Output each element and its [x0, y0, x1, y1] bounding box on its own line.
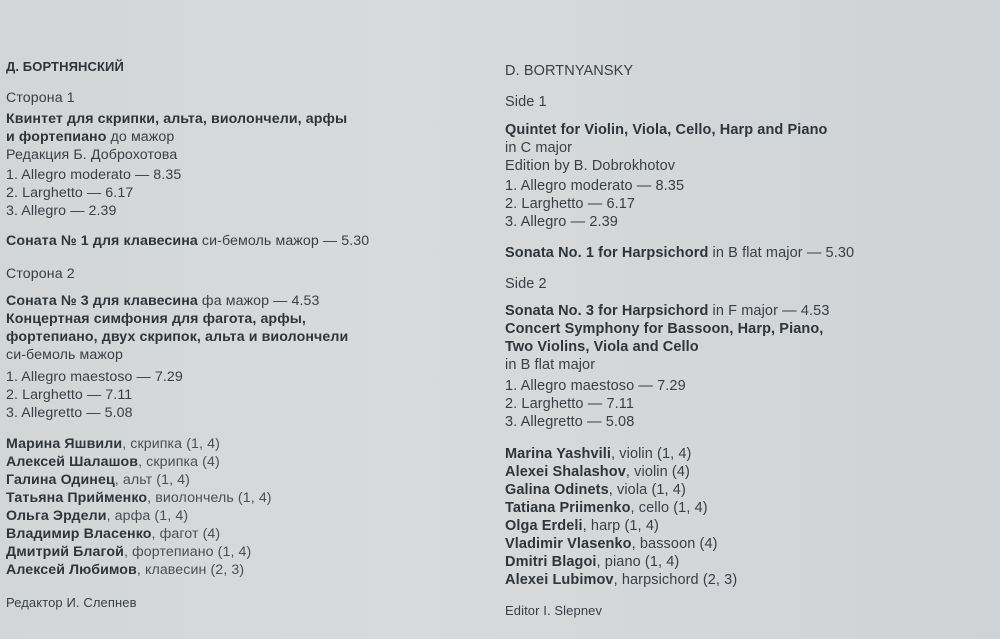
quintet-movement-2-ru: 2. Larghetto — 6.17 — [6, 185, 134, 201]
performer-role-ru: , клавесин (2, 3) — [136, 562, 245, 578]
performer-en — [505, 553, 679, 571]
sonata3-title-ru: Соната № 3 для клавесина — [6, 293, 198, 309]
performer-en — [505, 481, 686, 499]
performer-role-en: , violin (4) — [625, 464, 690, 480]
editor-credit-ru: Редактор И. Слепнев — [6, 595, 137, 610]
performer-role-en: , harp (1, 4) — [582, 518, 659, 534]
performer-en — [505, 463, 690, 481]
quintet-title-en: Quintet for Violin, Viola, Cello, Harp and Piano — [505, 122, 828, 138]
performer-name-en: Tatiana Priimenko — [505, 500, 631, 516]
performer-role-ru: , скрипка (1, 4) — [122, 436, 220, 452]
quintet-movement-2-en: 2. Larghetto — 6.17 — [505, 196, 636, 212]
performer-name-en: Galina Odinets — [505, 482, 609, 498]
performer-ru — [6, 435, 220, 453]
performer-role-ru: , скрипка (4) — [138, 454, 220, 470]
performer-role-ru: , альт (1, 4) — [114, 472, 190, 488]
performer-ru — [6, 525, 220, 543]
performer-role-ru: , арфа (1, 4) — [106, 508, 189, 524]
concert-title-line2-ru: фортепиано, двух скрипок, альта и виолончели — [6, 329, 349, 345]
quintet-title-line2-ru — [6, 128, 174, 146]
performer-en — [505, 445, 692, 463]
performer-name-ru: Дмитрий Благой — [6, 544, 124, 560]
concert-movement-2-ru: 2. Larghetto — 7.11 — [6, 387, 133, 403]
composer-heading-en: D. BORTNYANSKY — [505, 63, 634, 79]
concert-movement-3-en: 3. Allegretto — 5.08 — [505, 414, 635, 430]
performer-en — [505, 499, 708, 517]
performer-en — [505, 517, 659, 535]
performer-name-ru: Марина Яшвили — [6, 436, 123, 452]
performer-ru — [6, 489, 272, 507]
concert-movement-2-en: 2. Larghetto — 7.11 — [505, 396, 634, 412]
editor-credit-en: Editor I. Slepnev — [505, 603, 603, 618]
quintet-key-ru: до мажор — [106, 129, 175, 145]
sonata1-en — [505, 244, 854, 262]
performer-name-en: Alexei Lubimov — [505, 572, 614, 588]
performer-name-ru: Татьяна Прийменко — [6, 490, 148, 506]
sonata1-title-ru: Соната № 1 для клавесина — [6, 233, 198, 249]
composer-heading-ru: Д. БОРТНЯНСКИЙ — [6, 59, 124, 74]
side1-label-ru: Сторона 1 — [6, 90, 75, 106]
sonata1-ru — [6, 232, 369, 250]
side2-label-en: Side 2 — [505, 276, 547, 292]
concert-title-line2-en: Two Violins, Viola and Cello — [505, 339, 699, 355]
sonata3-ru — [6, 292, 320, 310]
sonata1-detail-en: in B flat major — 5.30 — [708, 245, 855, 261]
quintet-title-bold-ru: и фортепиано — [6, 129, 107, 145]
performer-ru — [6, 507, 188, 525]
sonata3-detail-ru: фа мажор — 4.53 — [197, 293, 320, 309]
performer-name-ru: Владимир Власенко — [6, 526, 152, 542]
concert-key-en: in B flat major — [505, 357, 596, 373]
performer-role-en: , cello (1, 4) — [630, 500, 708, 516]
performer-role-en: , viola (1, 4) — [608, 482, 686, 498]
sonata3-en — [505, 302, 830, 320]
performer-role-en: , harpsichord (2, 3) — [613, 572, 738, 588]
concert-title-line1-ru: Концертная симфония для фагота, арфы, — [6, 311, 306, 327]
concert-key-ru: си-бемоль мажор — [6, 347, 123, 363]
concert-title-line1-en: Concert Symphony for Bassoon, Harp, Piano, — [505, 321, 824, 337]
performer-name-ru: Галина Одинец — [6, 472, 115, 488]
side1-label-en: Side 1 — [505, 94, 547, 110]
concert-movement-3-ru: 3. Allegretto — 5.08 — [6, 405, 133, 421]
quintet-key-en: in C major — [505, 140, 573, 156]
edition-ru: Редакция Б. Доброхотова — [6, 147, 178, 163]
sonata1-detail-ru: си-бемоль мажор — 5.30 — [197, 233, 370, 249]
performer-ru — [6, 561, 244, 579]
performer-ru — [6, 471, 190, 489]
performer-role-ru: , фагот (4) — [151, 526, 221, 542]
concert-movement-1-ru: 1. Allegro maestoso — 7.29 — [6, 369, 183, 385]
performer-en — [505, 535, 718, 553]
performer-name-ru: Алексей Любимов — [6, 562, 137, 578]
performer-name-en: Vladimir Vlasenko — [505, 536, 632, 552]
performer-name-en: Alexei Shalashov — [505, 464, 626, 480]
performer-name-ru: Ольга Эрдели — [6, 508, 107, 524]
edition-en: Edition by B. Dobrokhotov — [505, 158, 676, 174]
performer-name-ru: Алексей Шалашов — [6, 454, 139, 470]
performer-role-en: , violin (1, 4) — [611, 446, 692, 462]
performer-name-en: Olga Erdeli — [505, 518, 583, 534]
performer-ru — [6, 543, 251, 561]
performer-name-en: Marina Yashvili — [505, 446, 612, 462]
quintet-movement-3-en: 3. Allegro — 2.39 — [505, 214, 618, 230]
quintet-title-line1-ru: Квинтет для скрипки, альта, виолончели, арфы — [6, 111, 348, 127]
quintet-movement-1-en: 1. Allegro moderato — 8.35 — [505, 178, 685, 194]
performer-name-en: Dmitri Blagoi — [505, 554, 597, 570]
performer-role-ru: , фортепиано (1, 4) — [123, 544, 252, 560]
performer-ru — [6, 453, 220, 471]
performer-role-en: , bassoon (4) — [631, 536, 718, 552]
quintet-movement-3-ru: 3. Allegro — 2.39 — [6, 203, 117, 219]
quintet-movement-1-ru: 1. Allegro moderato — 8.35 — [6, 167, 182, 183]
sonata1-title-en: Sonata No. 1 for Harpsichord — [505, 245, 709, 261]
concert-movement-1-en: 1. Allegro maestoso — 7.29 — [505, 378, 686, 394]
performer-role-en: , piano (1, 4) — [596, 554, 680, 570]
performer-role-ru: , виолончель (1, 4) — [147, 490, 272, 506]
side2-label-ru: Сторона 2 — [6, 266, 75, 282]
sonata3-detail-en: in F major — 4.53 — [708, 303, 830, 319]
sonata3-title-en: Sonata No. 3 for Harpsichord — [505, 303, 709, 319]
performer-en — [505, 571, 737, 589]
